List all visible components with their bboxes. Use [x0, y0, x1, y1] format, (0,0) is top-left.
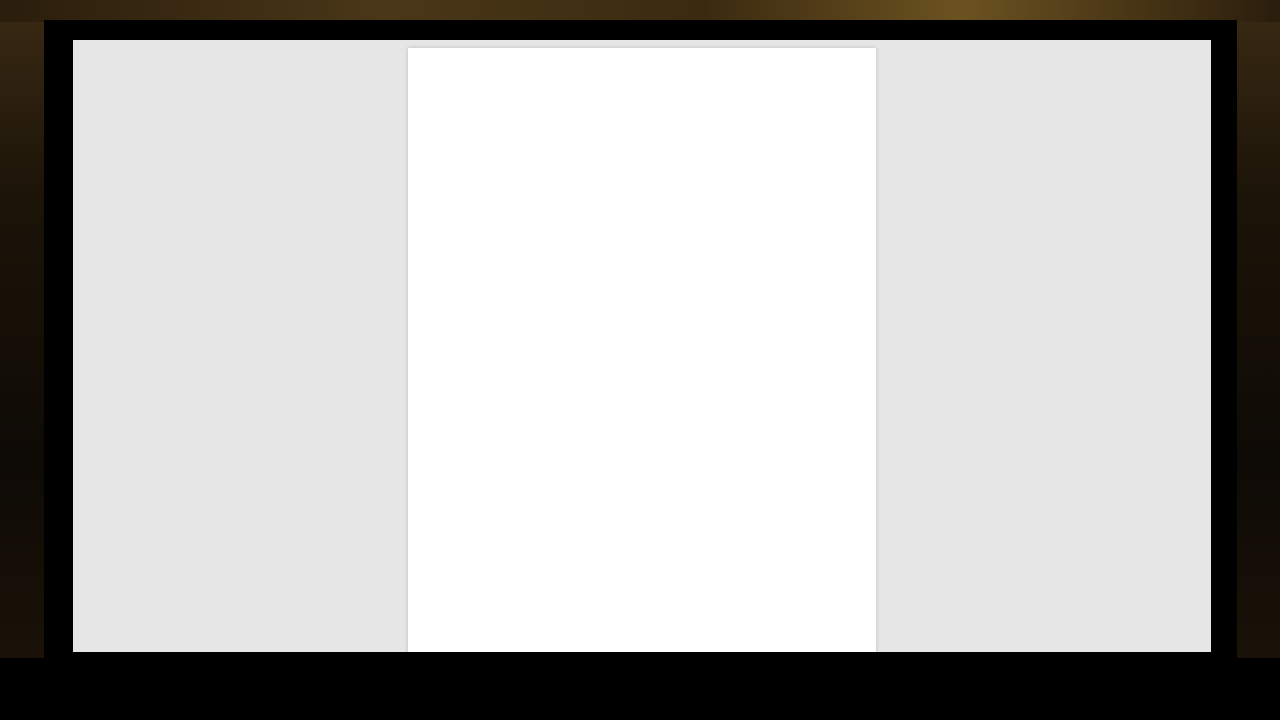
- browser-viewport[interactable]: [73, 40, 1211, 652]
- marquee-bulbs-left: [0, 0, 44, 658]
- marquee-bulbs-right: [1236, 0, 1280, 658]
- marquee-frame-top: [0, 0, 1280, 22]
- bottom-black-band: [0, 658, 1280, 720]
- article-card: [408, 48, 876, 652]
